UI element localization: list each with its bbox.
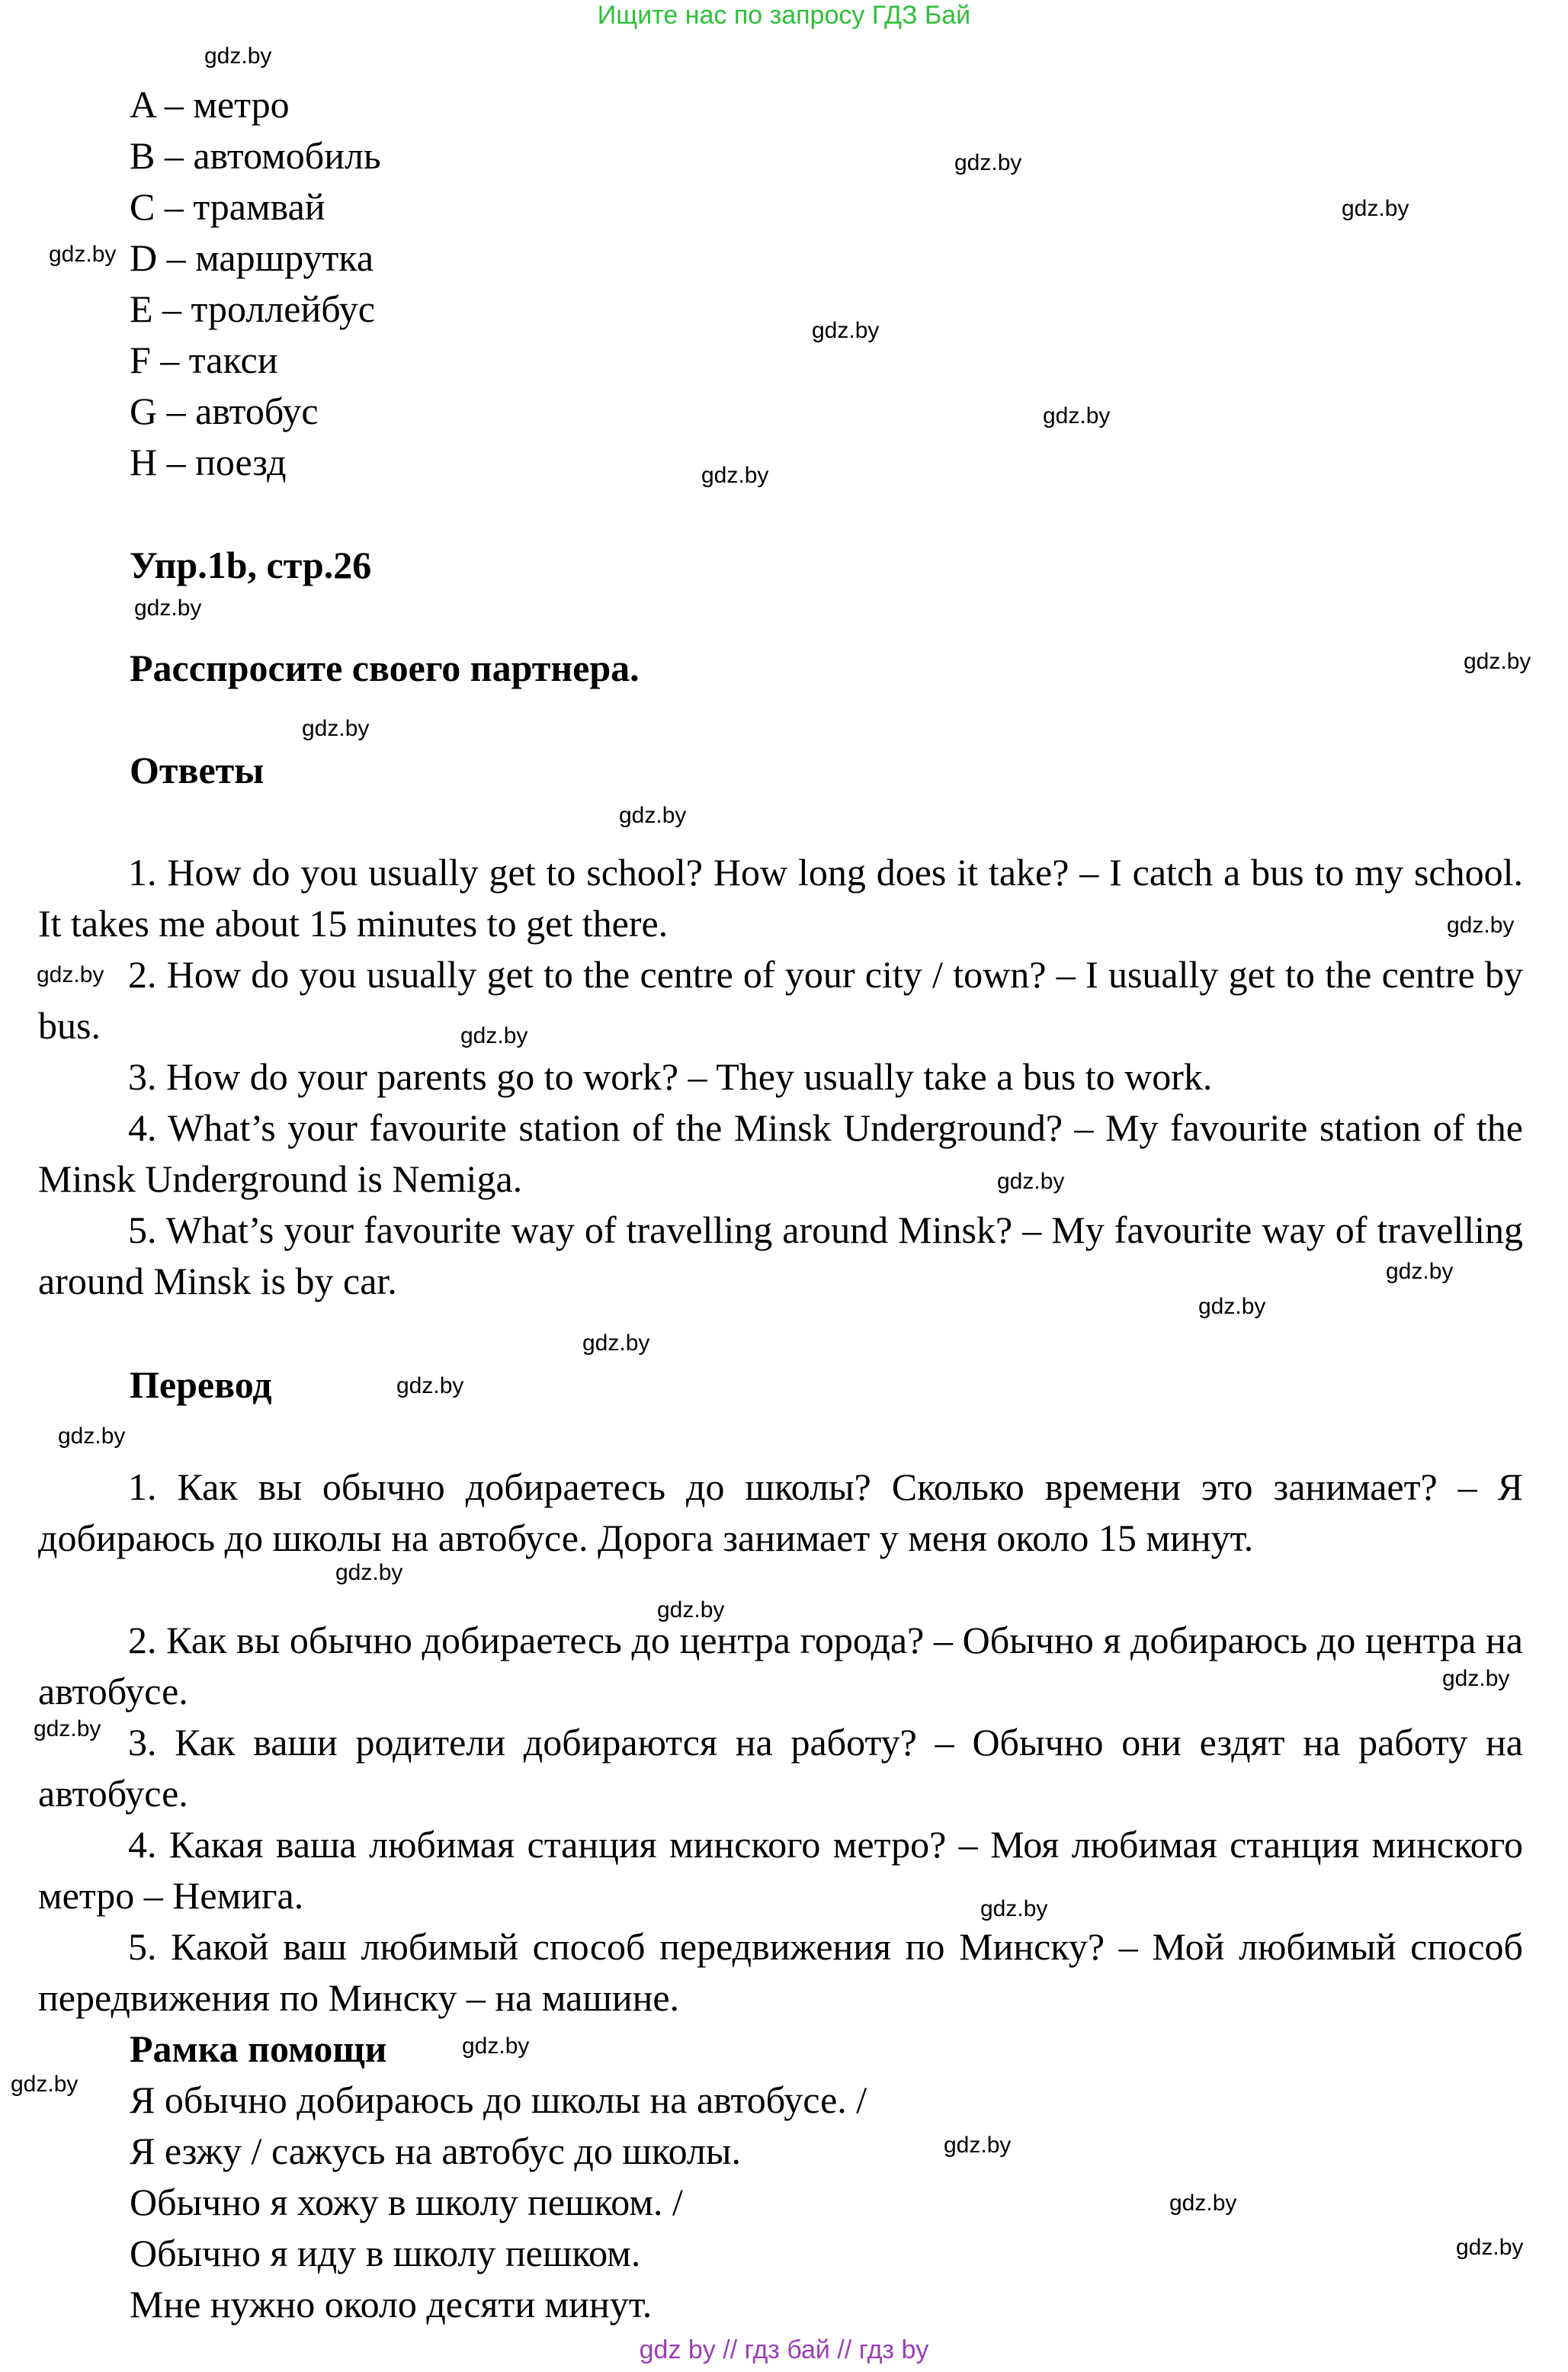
- transport-item-e: E – троллейбус: [130, 287, 375, 330]
- watermark: gdz.by: [1447, 913, 1515, 938]
- translation-2: 2. Как вы обычно добираетесь до центра города? – Обычно я добираюсь до центра на автобусе.: [38, 1619, 1523, 1712]
- watermark: gdz.by: [582, 1330, 650, 1356]
- watermark: gdz.by: [460, 1023, 528, 1048]
- watermark: gdz.by: [462, 2033, 530, 2059]
- watermark: gdz.by: [954, 150, 1022, 175]
- transport-item-g: G – автобус: [130, 390, 319, 432]
- footer-links[interactable]: gdz by // гдз бай // гдз by: [639, 2335, 929, 2364]
- answers-heading: Ответы: [130, 749, 265, 791]
- translation-1: 1. Как вы обычно добираетесь до школы? Сколько времени это занимает? – Я добираюсь до школы на автобусе. Дорога занимает у меня около 15 минут.: [38, 1465, 1523, 1559]
- header-search-link[interactable]: Ищите нас по запросу ГДЗ Бай: [597, 1, 971, 30]
- watermark: gdz.by: [1456, 2235, 1524, 2260]
- watermark: gdz.by: [1342, 196, 1409, 221]
- watermark: gdz.by: [812, 318, 880, 343]
- watermark: gdz.by: [1442, 1666, 1510, 1691]
- transport-item-f: F – такси: [130, 339, 278, 381]
- transport-item-c: C – трамвай: [130, 185, 325, 228]
- translation-5: 5. Какой ваш любимый способ передвижения по Минску? – Мой любимый способ передвижения по Минску – на машине.: [38, 1925, 1523, 2019]
- watermark: gdz.by: [1198, 1294, 1266, 1319]
- watermark: gdz.by: [619, 803, 687, 828]
- exercise-task: Расспросите своего партнера.: [130, 647, 640, 689]
- help-line-1: Я обычно добираюсь до школы на автобусе. /: [130, 2078, 867, 2121]
- answer-4: 4. What’s your favourite station of the Minsk Underground? – My favourite station of the Minsk Underground is Nemiga.: [38, 1106, 1523, 1200]
- watermark: gdz.by: [1386, 1259, 1454, 1284]
- watermark: gdz.by: [1464, 649, 1531, 674]
- watermark: gdz.by: [997, 1169, 1065, 1194]
- watermark: gdz.by: [204, 43, 272, 69]
- exercise-title: Упр.1b, стр.26: [130, 544, 372, 586]
- transport-item-h: H – поезд: [130, 441, 287, 483]
- transport-item-d: D – маршрутка: [130, 236, 374, 279]
- watermark: gdz.by: [58, 1424, 126, 1449]
- watermark: gdz.by: [302, 716, 370, 741]
- watermark: gdz.by: [657, 1597, 725, 1623]
- watermark: gdz.by: [1169, 2191, 1237, 2216]
- watermark: gdz.by: [37, 962, 104, 987]
- answer-5: 5. What’s your favourite way of travelling around Minsk? – My favourite way of travelling around Minsk is by car.: [38, 1208, 1523, 1302]
- answer-3: 3. How do your parents go to work? – They usually take a bus to work.: [128, 1055, 1213, 1098]
- watermark: gdz.by: [944, 2133, 1012, 2158]
- watermark: gdz.by: [396, 1373, 464, 1398]
- transport-item-a: A – метро: [130, 83, 290, 126]
- watermark: gdz.by: [335, 1560, 403, 1585]
- watermark: gdz.by: [34, 1716, 101, 1741]
- watermark: gdz.by: [1043, 403, 1111, 429]
- translation-4: 4. Какая ваша любимая станция минского метро? – Моя любимая станция минского метро – Немига.: [38, 1823, 1523, 1917]
- watermark: gdz.by: [49, 242, 117, 267]
- help-line-2: Я езжу / сажусь на автобус до школы.: [130, 2130, 741, 2172]
- watermark: gdz.by: [980, 1896, 1048, 1921]
- translation-3: 3. Как ваши родители добираются на работу? – Обычно они ездят на работу на автобусе.: [38, 1721, 1523, 1815]
- watermark: gdz.by: [701, 463, 769, 488]
- answer-1: 1. How do you usually get to school? How long does it take? – I catch a bus to my school. It takes me about 15 minutes to get there.: [38, 851, 1523, 945]
- watermark: gdz.by: [134, 595, 202, 621]
- transport-item-b: B – автомобиль: [130, 134, 381, 177]
- help-line-5: Мне нужно около десяти минут.: [130, 2283, 653, 2325]
- help-line-4: Обычно я иду в школу пешком.: [130, 2232, 641, 2274]
- help-line-3: Обычно я хожу в школу пешком. /: [130, 2181, 683, 2223]
- watermark: gdz.by: [11, 2072, 79, 2097]
- help-heading: Рамка помощи: [130, 2027, 387, 2070]
- translation-heading: Перевод: [130, 1363, 272, 1406]
- answer-2: 2. How do you usually get to the centre of your city / town? – I usually get to the centre by bus.: [38, 953, 1523, 1047]
